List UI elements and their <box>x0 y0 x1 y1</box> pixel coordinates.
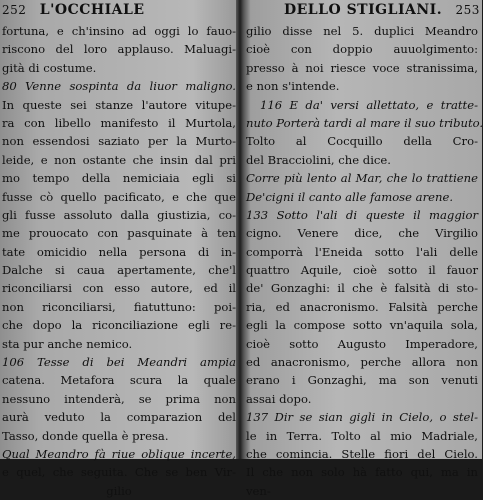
text-line: assai dopo. <box>246 391 312 406</box>
text-line: e non s'intende. <box>246 79 340 94</box>
text-line: 137 Dir se sian gigli in Cielo, o stel- <box>246 410 478 425</box>
text-line: erano i Gonzaghi, ma son venuti <box>246 373 478 388</box>
text-line: 133 Sotto l'ali di queste il maggior <box>246 207 478 222</box>
text-line: le in Terra. Tolto al mio Madriale, <box>246 428 478 443</box>
text-line: de' Gonzaghi: il che è falsità di sto- <box>246 281 478 296</box>
right-page <box>242 0 483 498</box>
text-line: nuto Porterà tardi al mare il suo tributo. <box>246 115 483 130</box>
left-running-head <box>2 2 145 18</box>
text-line: gilio <box>106 483 132 498</box>
text-line: nessuno intenderà, se prima non <box>2 391 236 406</box>
text-line: che dopo la riconciliazione egli re- <box>2 318 236 333</box>
text-line: ria, ed anacronismo. Falsità perche <box>246 299 478 314</box>
text-line: del Bracciolini, che dice. <box>246 152 391 167</box>
text-line: Corre più lento al Mar, che lo trattiene <box>246 171 478 186</box>
text-line: non riconciliarsi, fiatuttuno: poi- <box>2 299 236 314</box>
text-line: cigno. Venere dice, che Virgilio <box>246 226 478 241</box>
text-line: gilio disse nel 5. duplici Meandro <box>246 24 478 38</box>
text-line: aurà veduto la comparazion del <box>2 410 236 425</box>
left-page-number: 252 <box>2 3 27 17</box>
text-line: fortuna, e ch'insino ad oggi lo fauo- <box>2 24 236 38</box>
text-line: mo tempo della nemiciaia egli si <box>2 171 236 186</box>
text-line: fusse cò quello pacificato, e che que <box>2 189 236 204</box>
text-line: 80 Venne sospinta da liuor maligno. <box>2 79 236 94</box>
text-line: 116 E da' versi allettato, e tratte- <box>260 97 478 112</box>
text-line: gità di costume. <box>2 60 97 75</box>
left-page <box>0 0 238 498</box>
text-line: comporrà l'Eneida sotto l'ali delle <box>246 244 478 259</box>
text-line: ed anacronismo, perche allora non <box>246 355 478 370</box>
text-line: Qual Meandro fà riue oblique incerte, <box>2 446 236 461</box>
text-line: Dalche si caua apertamente, che'l <box>2 263 236 278</box>
text-line: tate omicidio nella persona di in- <box>2 244 236 259</box>
right-head-title: DELLO STIGLIANI. <box>284 2 443 18</box>
text-line: quattro Aquile, cioè sotto il fauor <box>246 263 478 278</box>
text-line: riconciliarsi con esso autore, ed il <box>2 281 236 296</box>
left-head-title: L'OCCHIALE <box>39 2 145 18</box>
text-line: cioè con doppio auuolgimento: <box>246 42 478 57</box>
text-line: De'cigni il canto alle famose arene. <box>246 189 454 204</box>
text-line: cioè sotto Augusto Imperadore, <box>246 336 478 351</box>
text-line: gli fusse assoluto dalla giustizia, co- <box>2 207 236 222</box>
text-line: Il che non solo hà fatto qui, ma in <box>246 465 478 480</box>
text-line: ven- <box>246 483 271 498</box>
text-line: che comincia. Stelle fiori del Cielo. <box>246 446 478 461</box>
text-line: catena. Metafora scura la quale <box>2 373 236 388</box>
text-line: Tolto al Cocquillo della Cro- <box>246 134 478 149</box>
text-line: leide, e non ostante che insin dal pri <box>2 152 236 167</box>
text-line: e quel, che seguita. Che se ben Vir- <box>2 465 236 480</box>
text-line: 106 Tesse di bei Meandri ampia <box>2 355 236 370</box>
right-running-head <box>284 2 480 18</box>
right-text-block <box>246 22 483 500</box>
text-line: Tasso, donde quella è presa. <box>2 428 169 443</box>
text-line: In queste sei stanze l'autore vitupe- <box>2 97 236 112</box>
text-line: egli la compose sotto vn'aquila sola, <box>246 318 478 333</box>
right-page-number: 253 <box>455 3 480 17</box>
text-line: ra con libello manifesto il Murtola, <box>2 115 236 130</box>
text-line: riscono del loro applauso. Maluagi- <box>2 42 236 57</box>
left-text-block <box>2 22 236 500</box>
text-line: me prouocato con pasquinate à ten <box>2 226 236 241</box>
text-line: presso à noi riesce voce stranissima, <box>246 60 478 75</box>
text-line: non essendosi saziato per la Murto- <box>2 134 236 149</box>
text-line: sta pur anche nemico. <box>2 336 133 351</box>
